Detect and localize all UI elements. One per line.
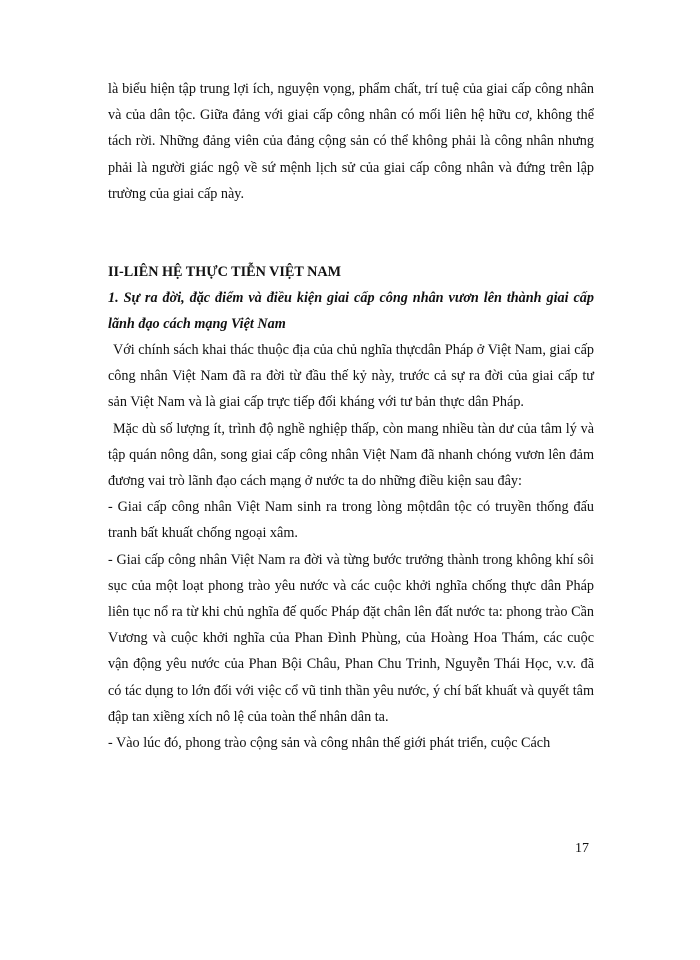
page-content bbox=[108, 76, 594, 756]
page-number: 17 bbox=[575, 841, 589, 856]
list-item-world-movement: - Vào lúc đó, phong trào cộng sản và công nhân thế giới phát triển, cuộc Cách bbox=[108, 735, 551, 752]
list-item-tradition: - Giai cấp công nhân Việt Nam sinh ra trong lòng mộtdân tộc có truyền thống đấu tranh bất khuất chống ngoại xâm. bbox=[108, 499, 594, 542]
paragraph-conditions: Mặc dù số lượng ít, trình độ nghề nghiệp thấp, còn mang nhiều tàn dư của tâm lý và tập quán nông dân, song giai cấp công nhân Việt Nam đã nhanh chóng vươn lên đảm đương vai trò lãnh đạo cách mạng ở nước ta do những điều kiện sau đây: bbox=[108, 420, 594, 490]
intro-paragraph: là biểu hiện tập trung lợi ích, nguyện vọng, phẩm chất, trí tuệ của giai cấp công nhân và của dân tộc. Giữa đảng với giai cấp công nhân có mối liên hệ hữu cơ, không thể tách rời. Những đảng viên của đảng cộng sản có thể không phải là công nhân nhưng phải là người giác ngộ về sứ mệnh lịch sử của giai cấp công nhân và đứng trên lập trường của giai cấp này. bbox=[108, 81, 594, 202]
list-item-patriotic-movements: - Giai cấp công nhân Việt Nam ra đời và từng bước trưởng thành trong không khí sôi sục của một loạt phong trào yêu nước và các cuộc khởi nghĩa chống thực dân Pháp liên tục nổ ra từ khi chủ nghĩa đế quốc Pháp đặt chân lên đất nước ta: phong trào Cần Vương và cuộc khởi nghĩa của Phan Đình Phùng, của Hoàng Hoa Thám, các cuộc vận động yêu nước của Phan Bội Châu, Phan Chu Trinh, Nguyễn Thái Học, v.v. đã có tác dụng to lớn đối với việc cổ vũ tinh thần yêu nước, ý chí bất khuất và quyết tâm đập tan xiềng xích nô lệ của toàn thể nhân dân ta. bbox=[108, 551, 594, 725]
section-heading: II-LIÊN HỆ THỰC TIỄN VIỆT NAM bbox=[108, 264, 341, 281]
subsection-heading: 1. Sự ra đời, đặc điểm và điều kiện giai cấp công nhân vươn lên thành giai cấp lãnh đạo cách mạng Việt Nam bbox=[108, 290, 594, 333]
paragraph-colonial-policy: Với chính sách khai thác thuộc địa của chủ nghĩa thựcdân Pháp ở Việt Nam, giai cấp công nhân Việt Nam đã ra đời từ đầu thế kỷ này, trước cả sự ra đời của giai cấp tư sản Việt Nam và là giai cấp trực tiếp đối kháng với tư bản thực dân Pháp. bbox=[108, 342, 594, 411]
